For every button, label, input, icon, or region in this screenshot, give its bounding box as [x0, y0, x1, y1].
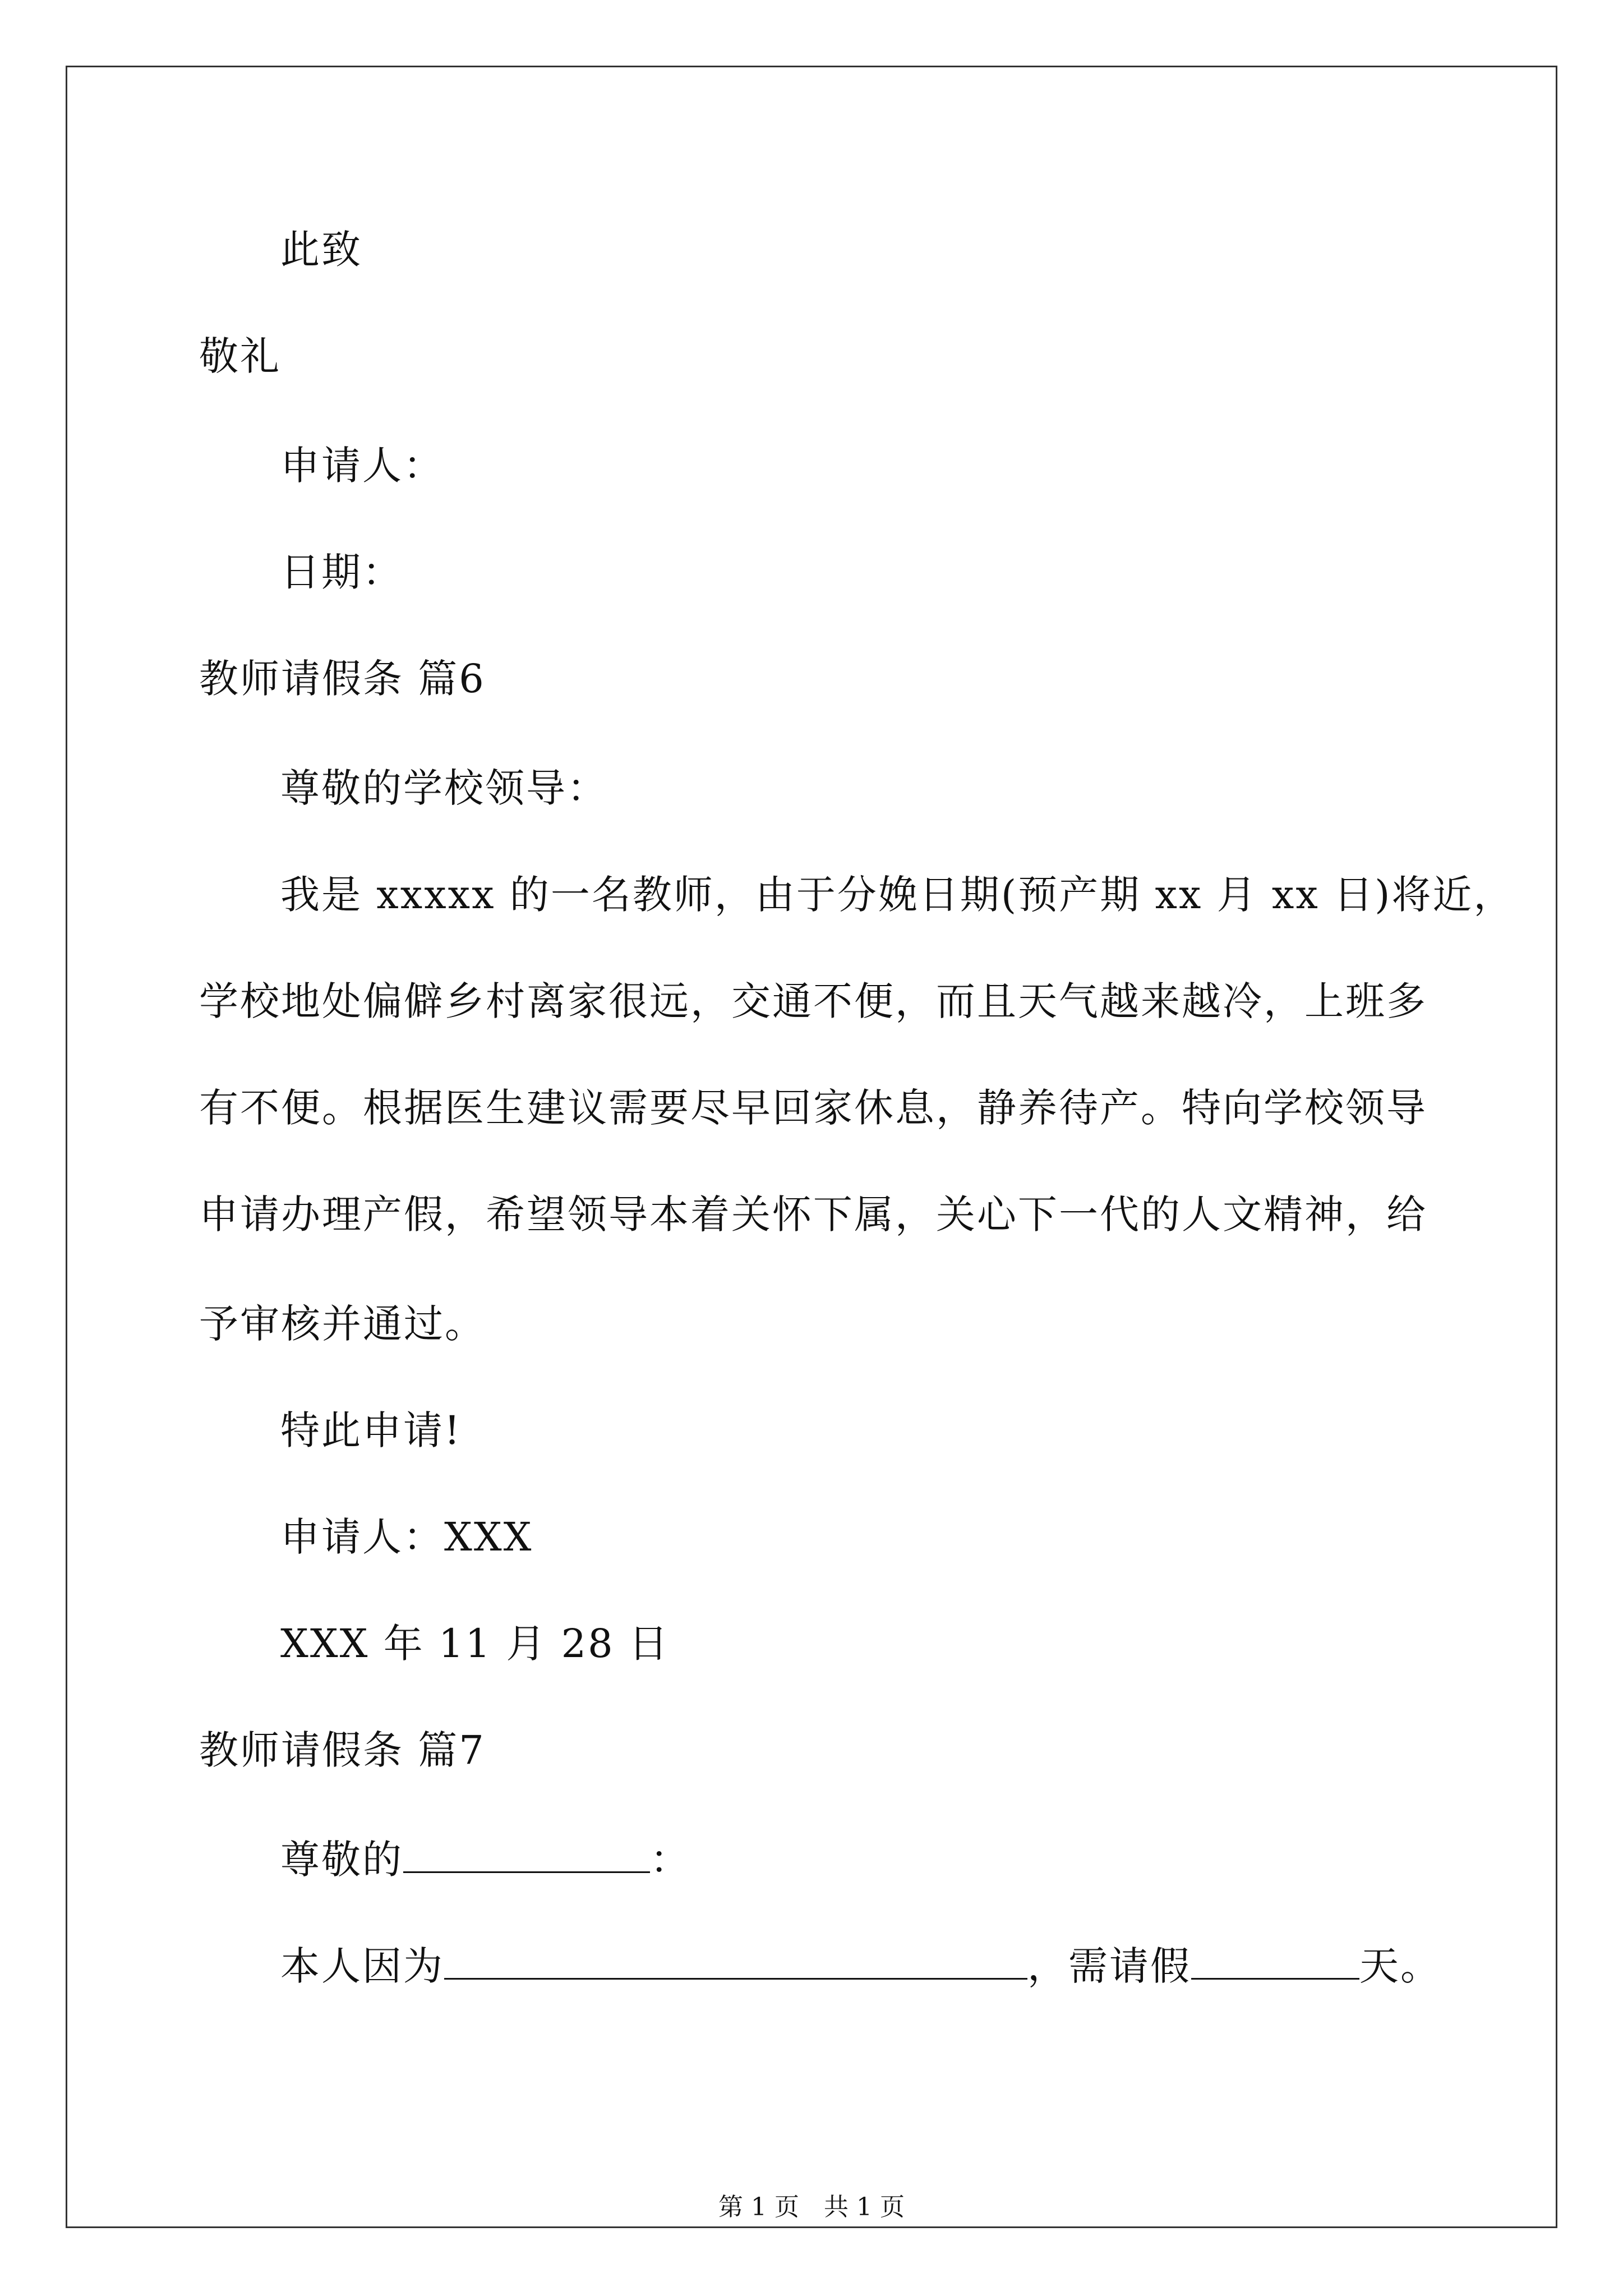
- days-blank: [1191, 1939, 1359, 1980]
- reason-prefix: 本人因为: [280, 1943, 444, 1989]
- reason-middle: ，需请假: [1027, 1943, 1191, 1989]
- greeting-prefix: 尊敬的: [280, 1837, 403, 1883]
- body-line-1: 我是 xxxxx 的一名教师，由于分娩日期(预产期 xx 月 xx 日)将近，: [280, 872, 1515, 918]
- section-heading-6: 教师请假条 篇6: [199, 656, 486, 702]
- applicant-signature: 申请人：XXX: [280, 1514, 533, 1560]
- recipient-blank: [403, 1832, 650, 1873]
- body-line-5: 予审核并通过。: [199, 1301, 486, 1347]
- signature-date: XXX 年 11 月 28 日: [280, 1621, 670, 1667]
- body-line-3: 有不便。根据医生建议需要尽早回家休息，静养待产。特向学校领导: [199, 1085, 1427, 1131]
- greeting-blank-line: [280, 1832, 691, 1888]
- reason-blank: [444, 1939, 1027, 1980]
- body-line-2: 学校地处偏僻乡村离家很远，交通不便，而且天气越来越冷，上班多: [199, 978, 1427, 1024]
- body-line-4: 申请办理产假，希望领导本着关怀下属，关心下一代的人文精神，给: [199, 1191, 1427, 1237]
- greeting: 尊敬的学校领导：: [280, 765, 608, 811]
- salutation: 敬礼: [199, 333, 281, 379]
- greeting-suffix: ：: [650, 1837, 691, 1883]
- closing-line: 此致: [280, 227, 362, 273]
- section-heading-7: 教师请假条 篇7: [199, 1727, 486, 1773]
- applicant-label: 申请人：: [280, 443, 444, 489]
- page-border: [66, 66, 1557, 2228]
- reason-suffix: 天。: [1359, 1943, 1441, 1989]
- page-footer: 第 1 页 共 1 页: [718, 2193, 905, 2221]
- reason-line: [280, 1938, 1441, 1994]
- date-label: 日期：: [280, 549, 403, 595]
- request-closing: 特此申请!: [280, 1407, 462, 1453]
